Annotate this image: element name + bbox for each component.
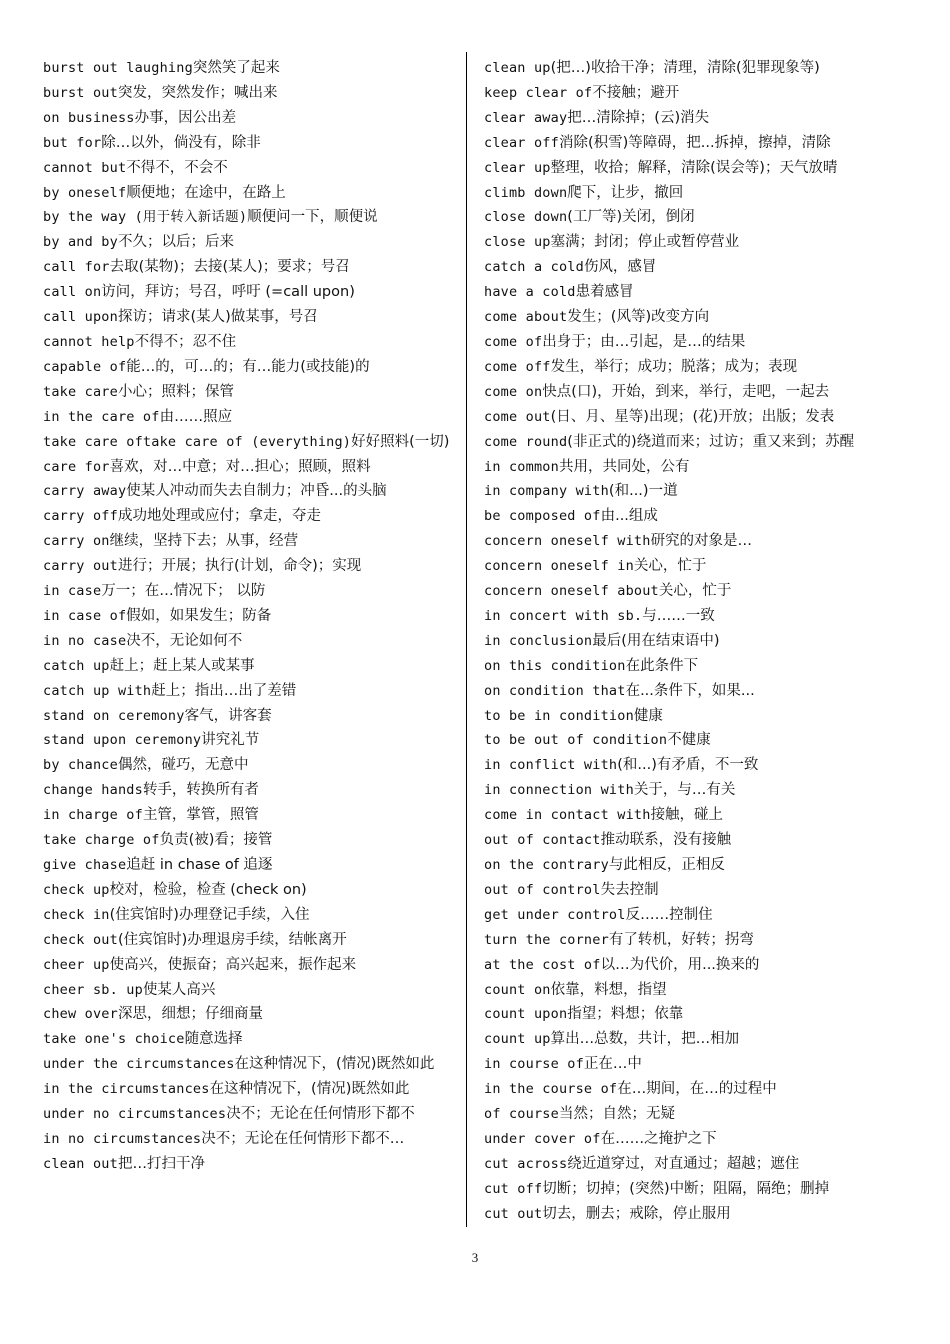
phrase-english: come of (484, 333, 543, 350)
phrase-english: in connection with (484, 782, 634, 799)
phrase-english: clean out (43, 1155, 118, 1172)
phrase-chinese: 关于，与…有关 (633, 782, 736, 799)
phrase-english: in the care of (43, 408, 160, 425)
phrase-chinese: 由……照应 (159, 408, 233, 425)
phrase-chinese: 不得不；忍不住 (134, 333, 237, 350)
phrase-entry (43, 1077, 459, 1102)
phrase-entry (484, 953, 904, 978)
phrase-entry (484, 479, 904, 504)
phrase-entry (43, 604, 459, 629)
phrase-english: come off (484, 358, 551, 375)
phrase-chinese: 由...组成 (600, 508, 658, 525)
phrase-english: clear off (484, 134, 559, 151)
phrase-english: give chase (43, 857, 127, 873)
phrase-entry (43, 753, 459, 778)
phrase-entry (43, 455, 459, 480)
phrase-chinese: 偶然，碰巧，无意中 (117, 757, 249, 774)
phrase-english: change hands (43, 782, 143, 799)
phrase-entry (484, 305, 904, 330)
phrase-entry (43, 704, 459, 729)
phrase-english: under no circumstances (43, 1106, 227, 1123)
phrase-chinese: 接触，碰上 (650, 807, 724, 824)
phrase-entry (484, 878, 904, 903)
phrase-entry (43, 554, 459, 579)
phrase-chinese: 关心，忙于 (658, 583, 732, 600)
phrase-entry (484, 255, 904, 280)
phrase-chinese: 在……之掩护之下 (600, 1130, 717, 1147)
phrase-english: cut across (484, 1155, 568, 1172)
phrase-english: to be out of condition (484, 732, 668, 749)
phrase-english: under the circumstances (43, 1056, 235, 1073)
phrase-english: keep clear of (484, 84, 593, 101)
phrase-chinese: 快点(口)，开始，到来，举行，走吧，一起去 (542, 383, 830, 400)
right-column (484, 56, 904, 1227)
phrase-chinese: 伤风，感冒 (583, 259, 657, 276)
phrase-entry (484, 604, 904, 629)
phrase-entry (43, 1027, 459, 1052)
phrase-entry (43, 654, 459, 679)
phrase-english: in no circumstances (43, 1130, 202, 1147)
phrase-english: stand on ceremony (43, 707, 185, 724)
phrase-english: come about (484, 309, 568, 326)
phrase-english: in the course of (484, 1081, 618, 1098)
phrase-entry (484, 1052, 904, 1077)
phrase-entry (43, 81, 459, 106)
phrase-entry (43, 629, 459, 654)
phrase-chinese: 主管，掌管，照管 (142, 807, 259, 824)
phrase-entry (484, 81, 904, 106)
phrase-english: on condition that (484, 682, 626, 699)
phrase-entry (484, 778, 904, 803)
phrase-entry (43, 405, 459, 430)
phrase-chinese: 依靠，料想，指望 (550, 981, 667, 998)
phrase-chinese: 以…为代价，用...换来的 (600, 956, 760, 973)
phrase-entry (43, 1152, 459, 1177)
phrase-chinese: 除…以外，倘没有，除非 (101, 134, 261, 151)
phrase-chinese: 成功地处理或应付；拿走，夺走 (117, 508, 321, 525)
phrase-entry (43, 679, 459, 704)
phrase-chinese: 决不；无论在任何情形下都不… (201, 1130, 405, 1147)
phrase-entry (484, 504, 904, 529)
phrase-chinese: 使高兴，使振奋；高兴起来，振作起来 (109, 956, 357, 973)
phrase-chinese: 发生，举行；成功；脱落；成为；表现 (550, 358, 798, 375)
phrase-entry (484, 455, 904, 480)
phrase-english: of course (484, 1106, 559, 1123)
phrase-chinese: (日、月、星等)出现；(花)开放；出版；发表 (550, 408, 835, 425)
phrase-entry (43, 953, 459, 978)
phrase-entry (484, 131, 904, 156)
phrase-entry (484, 728, 904, 753)
phrase-english: concern oneself with (484, 533, 651, 550)
phrase-english: out of contact (484, 832, 601, 849)
phrase-entry (43, 1127, 459, 1152)
phrase-chinese: 追赶 in chase of 追逐 (126, 857, 273, 873)
phrase-chinese: 顺便问一下，顺便说 (247, 209, 378, 226)
phrase-chinese: 客气，讲客套 (184, 707, 272, 724)
phrase-entry (43, 778, 459, 803)
phrase-chinese: 关心，忙于 (633, 558, 707, 575)
phrase-entry (43, 156, 459, 181)
phrase-english: check in (43, 906, 110, 923)
phrase-english: be composed of (484, 508, 601, 525)
phrase-english: on the contrary (484, 857, 609, 873)
phrase-english: turn the corner (484, 931, 609, 948)
phrase-english: care for (43, 458, 110, 475)
phrase-chinese: (住宾馆时)办理退房手续，结帐离开 (117, 931, 347, 948)
phrase-english: have a cold (484, 284, 576, 301)
phrase-entry (484, 156, 904, 181)
phrase-entry (484, 753, 904, 778)
phrase-chinese: 算出…总数，共计，把…相加 (550, 1031, 740, 1048)
phrase-chinese: 校对，检验，检查 (check on) (109, 881, 307, 898)
phrase-english: clear up (484, 159, 551, 176)
phrase-chinese: 在…期间，在…的过程中 (617, 1081, 777, 1098)
phrase-entry (43, 728, 459, 753)
phrase-chinese: 共用，共同处，公有 (558, 458, 690, 475)
phrase-english: concern oneself about (484, 583, 659, 600)
phrase-chinese: 把…清除掉；(云)消失 (567, 109, 710, 126)
phrase-english: in no case (43, 632, 127, 649)
phrase-entry (43, 131, 459, 156)
phrase-chinese: 切去，删去；戒除，停止服用 (542, 1205, 731, 1222)
phrase-english: carry off (43, 508, 118, 525)
phrase-english: catch up (43, 657, 110, 674)
phrase-english: cut out (484, 1205, 543, 1222)
phrase-english: carry away (43, 483, 127, 500)
phrase-english: at the cost of (484, 956, 601, 973)
phrase-chinese: 在...条件下，如果... (625, 682, 755, 699)
phrase-english: take one's choice (43, 1031, 185, 1048)
phrase-entry (43, 56, 459, 81)
phrase-english: call on (43, 284, 102, 301)
phrase-english: clean up (484, 60, 551, 76)
phrase-english: call for (43, 259, 110, 276)
phrase-entry (43, 280, 459, 305)
phrase-chinese: 小心；照料；保管 (117, 383, 234, 400)
phrase-chinese: 转手，转换所有者 (142, 782, 259, 799)
phrase-chinese: 使某人高兴 (142, 981, 216, 998)
phrase-english: close up (484, 234, 551, 251)
phrase-english: under cover of (484, 1130, 601, 1147)
phrase-chinese: 赶上；指出…出了差错 (151, 682, 297, 699)
phrase-chinese: 最后(用在结束语中) (592, 632, 720, 649)
phrase-entry (43, 978, 459, 1003)
phrase-chinese: 好好照料(一切) (351, 433, 450, 450)
phrase-entry (484, 1127, 904, 1152)
phrase-chinese: 假如，如果发生；防备 (126, 607, 272, 624)
phrase-english: in conflict with (484, 757, 618, 774)
phrase-entry (484, 1002, 904, 1027)
phrase-chinese: 讲究礼节 (201, 732, 260, 749)
phrase-chinese: 继续，坚持下去；从事，经营 (109, 533, 299, 550)
phrase-english: count on (484, 981, 551, 998)
phrase-chinese: 爬下，让步，撤回 (567, 184, 684, 201)
phrase-entry (484, 928, 904, 953)
phrase-chinese: (和...)一道 (608, 483, 678, 500)
phrase-english: come on (484, 383, 543, 400)
phrase-entry (484, 1202, 904, 1227)
phrase-chinese: 决不，无论如何不 (126, 632, 243, 649)
phrase-chinese: 研究的对象是… (650, 533, 753, 550)
phrase-entry (43, 1102, 459, 1127)
phrase-english: count up (484, 1031, 551, 1048)
phrase-english: take care oftake care of (everything) (43, 433, 352, 450)
phrase-chinese: 探访；请求(某人)做某事，号召 (117, 309, 318, 326)
phrase-english: climb down (484, 184, 568, 201)
phrase-entry (43, 903, 459, 928)
phrase-chinese: 反……控制住 (625, 906, 713, 923)
phrase-entry (43, 1052, 459, 1077)
phrase-chinese: 整理，收拾；解释，清除(误会等)；天气放晴 (550, 159, 838, 176)
phrase-entry (43, 529, 459, 554)
phrase-entry (484, 181, 904, 206)
phrase-chinese: 健康 (633, 707, 663, 724)
phrase-english: on business (43, 109, 135, 126)
phrase-entry (43, 1002, 459, 1027)
phrase-chinese: 把…打扫干净 (117, 1155, 205, 1172)
phrase-entry (484, 1177, 904, 1202)
phrase-chinese: 使某人冲动而失去自制力；冲昏...的头脑 (126, 483, 387, 500)
phrase-entry (43, 479, 459, 504)
phrase-english: check out (43, 931, 118, 948)
phrase-entry (484, 704, 904, 729)
phrase-english: chew over (43, 1006, 118, 1023)
phrase-chinese: 不久；以后；后来 (117, 234, 234, 251)
phrase-english: call upon (43, 309, 118, 326)
phrase-english: by chance (43, 757, 118, 774)
phrase-entry (484, 106, 904, 131)
phrase-entry (484, 579, 904, 604)
phrase-entry (43, 330, 459, 355)
phrase-entry (484, 978, 904, 1003)
phrase-entry (43, 430, 459, 455)
phrase-chinese: 与……一致 (642, 607, 715, 624)
phrase-english: take care (43, 383, 118, 400)
phrase-entry (484, 280, 904, 305)
phrase-chinese: 访问，拜访；号召，呼吁 (=call upon) (101, 284, 355, 301)
phrase-english: in case of (43, 607, 127, 624)
phrase-entry (43, 853, 459, 878)
phrase-english: cannot but (43, 159, 127, 176)
phrase-chinese: 有了转机，好转；拐弯 (608, 931, 754, 948)
phrase-chinese: 绕近道穿过，对直通过；超越；遮住 (567, 1155, 800, 1172)
phrase-english: in conclusion (484, 632, 593, 649)
phrase-english: on this condition (484, 657, 626, 674)
phrase-chinese: 塞满；封闭；停止或暂停营业 (550, 234, 740, 251)
phrase-entry (484, 205, 904, 230)
phrase-entry (484, 554, 904, 579)
phrase-chinese: 在这种情况下，(情况)既然如此 (234, 1056, 435, 1073)
phrase-english: catch a cold (484, 259, 584, 276)
phrase-chinese: 万一；在…情况下； 以防 (101, 583, 266, 600)
phrase-chinese: 不得不，不会不 (126, 159, 228, 176)
phrase-english: cheer up (43, 956, 110, 973)
phrase-entry (43, 579, 459, 604)
phrase-english: but for (43, 134, 102, 151)
phrase-chinese: 突然笑了起来 (192, 60, 280, 76)
phrase-chinese: 在这种情况下，(情况)既然如此 (209, 1081, 410, 1098)
phrase-chinese: (住宾馆时)办理登记手续，入住 (109, 906, 310, 923)
phrase-chinese: (和...)有矛盾，不一致 (617, 757, 759, 774)
phrase-english: cheer sb. up (43, 981, 143, 998)
phrase-entry (484, 430, 904, 455)
phrase-chinese: 患着感冒 (575, 284, 634, 301)
phrase-entry (484, 803, 904, 828)
phrase-english: cut off (484, 1180, 543, 1197)
phrase-entry (484, 828, 904, 853)
phrase-english: carry on (43, 533, 110, 550)
phrase-english: check up (43, 881, 110, 898)
phrase-english: carry out (43, 558, 118, 575)
left-column (43, 56, 459, 1177)
phrase-chinese: 进行；开展；执行(计划，命令)；实现 (117, 558, 362, 575)
phrase-entry (484, 629, 904, 654)
phrase-english: burst out (43, 84, 118, 101)
phrase-entry (43, 255, 459, 280)
phrase-english: in charge of (43, 807, 143, 824)
page-number: 3 (471, 1250, 479, 1265)
phrase-entry (43, 504, 459, 529)
phrase-english: in concert with sb. (484, 607, 643, 624)
phrase-chinese: 去取(某物)；去接(某人)；要求；号召 (109, 259, 350, 276)
phrase-english: by and by (43, 234, 118, 251)
phrase-chinese: 随意选择 (184, 1031, 243, 1048)
phrase-english: burst out laughing (43, 60, 193, 76)
phrase-english: come round (484, 433, 568, 450)
phrase-english: in course of (484, 1056, 584, 1073)
phrase-entry (484, 529, 904, 554)
phrase-chinese: 突发，突然发作；喊出来 (117, 84, 278, 101)
phrase-chinese: 在此条件下 (625, 657, 699, 674)
phrase-entry (484, 1152, 904, 1177)
phrase-chinese: 发生；(风等)改变方向 (567, 309, 710, 326)
phrase-entry (484, 380, 904, 405)
phrase-chinese: (工厂等)关闭，倒闭 (567, 209, 695, 226)
phrase-entry (484, 853, 904, 878)
phrase-chinese: (把…)收拾干净；清理，清除(犯罪现象等) (550, 60, 820, 76)
phrase-chinese: 赶上；赶上某人或某事 (109, 657, 255, 674)
phrase-english: close down (484, 209, 568, 226)
phrase-entry (484, 1077, 904, 1102)
phrase-english: concern oneself in (484, 558, 634, 575)
phrase-entry (484, 230, 904, 255)
phrase-english: to be in condition (484, 707, 634, 724)
phrase-entry (484, 654, 904, 679)
phrase-entry (484, 405, 904, 430)
phrase-chinese: (非正式的)绕道而来；过访；重又来到；苏醒 (567, 433, 855, 450)
phrase-english: clear away (484, 109, 568, 126)
phrase-english: take charge of (43, 832, 160, 849)
phrase-entry (43, 181, 459, 206)
phrase-entry (484, 56, 904, 81)
phrase-chinese: 办事，因公出差 (134, 109, 237, 126)
phrase-chinese: 出身于；由…引起，是…的结果 (542, 333, 746, 350)
phrase-chinese: 负责(被)看；接管 (159, 832, 273, 849)
phrase-english: cannot help (43, 333, 135, 350)
phrase-chinese: 顺便地；在途中，在路上 (126, 184, 286, 201)
phrase-english: count upon (484, 1006, 568, 1023)
phrase-entry (484, 330, 904, 355)
phrase-chinese: 决不；无论在任何情形下都不 (226, 1106, 415, 1123)
phrase-english: in common (484, 458, 559, 475)
phrase-entry (43, 803, 459, 828)
phrase-english: in case (43, 583, 102, 600)
phrase-chinese: 失去控制 (600, 881, 659, 898)
phrase-english: catch up with (43, 682, 152, 699)
phrase-entry (43, 230, 459, 255)
phrase-entry (43, 828, 459, 853)
phrase-entry (484, 903, 904, 928)
phrase-chinese: 不健康 (667, 732, 711, 749)
phrase-chinese: 正在…中 (583, 1056, 642, 1073)
column-divider (466, 52, 467, 1227)
phrase-entry (43, 928, 459, 953)
phrase-chinese: 不接触；避开 (592, 84, 680, 101)
phrase-chinese: 切断；切掉；(突然)中断；阻隔，隔绝；删掉 (542, 1180, 830, 1197)
phrase-chinese: 能…的，可…的；有…能力(或技能)的 (126, 358, 370, 375)
phrase-english: stand upon ceremony (43, 732, 202, 749)
phrase-chinese: 消除(积雪)等障碍，把...拆掉，擦掉，清除 (558, 134, 831, 151)
phrase-entry (43, 106, 459, 131)
phrase-english: in company with (484, 483, 609, 500)
phrase-english: in the circumstances (43, 1081, 210, 1098)
phrase-chinese: 深思，细想；仔细商量 (117, 1006, 263, 1023)
phrase-chinese: 当然；自然；无疑 (558, 1106, 675, 1123)
phrase-entry (43, 205, 459, 230)
phrase-chinese: 与此相反，正相反 (608, 857, 725, 873)
phrase-english: capable of (43, 358, 127, 375)
phrase-entry (43, 355, 459, 380)
phrase-english: come out (484, 408, 551, 425)
phrase-entry (43, 305, 459, 330)
phrase-chinese: 指望；料想；依靠 (567, 1006, 684, 1023)
phrase-chinese: 推动联系，没有接触 (600, 832, 732, 849)
phrase-english: get under control (484, 906, 626, 923)
phrase-english: out of control (484, 881, 601, 898)
phrase-english: come in contact with (484, 807, 651, 824)
phrase-english: by oneself (43, 184, 127, 201)
phrase-entry (43, 878, 459, 903)
phrase-chinese: 喜欢，对…中意；对…担心；照顾，照料 (109, 458, 371, 475)
phrase-entry (484, 355, 904, 380)
phrase-entry (484, 1102, 904, 1127)
phrase-entry (43, 380, 459, 405)
phrase-english: by the way (用于转入新话题) (43, 209, 248, 226)
phrase-entry (484, 1027, 904, 1052)
phrase-entry (484, 679, 904, 704)
